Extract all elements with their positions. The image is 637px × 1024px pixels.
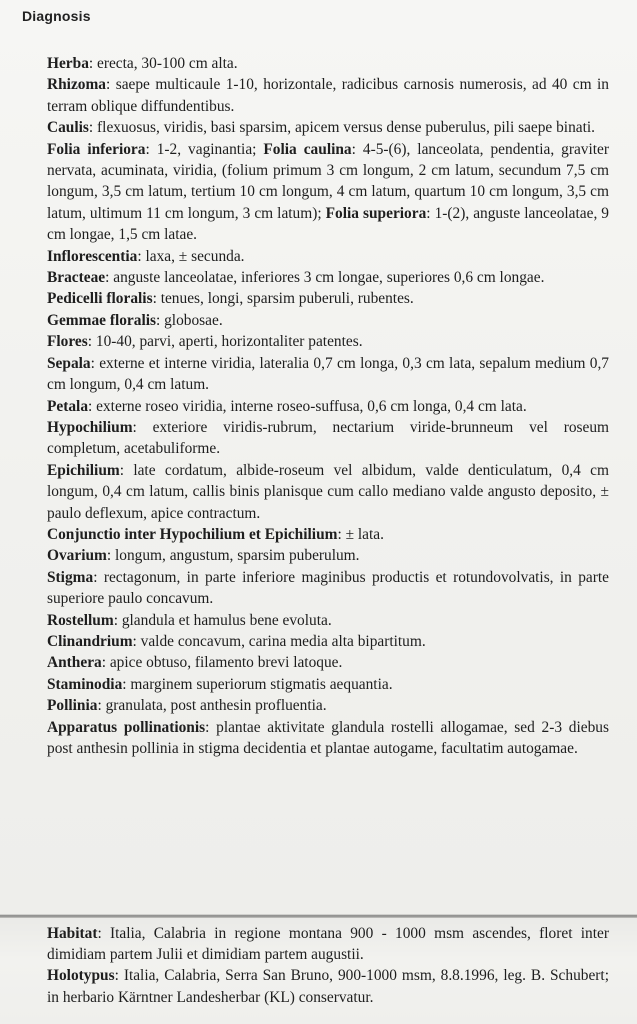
entry-rhizoma bbox=[47, 74, 609, 117]
entry-label: Ovarium bbox=[47, 547, 107, 565]
entry-holotypus bbox=[47, 965, 609, 1007]
entry-text: : flexuosus, viridis, basi sparsim, apicem versus dense puberulus, pili saepe binati. bbox=[88, 119, 596, 137]
entry-label: Flores bbox=[47, 333, 88, 351]
entry-herba bbox=[47, 53, 609, 74]
entry-text: : 1-2, vaginantia; bbox=[145, 140, 264, 158]
entry-flores bbox=[47, 331, 609, 352]
entry-text: : plantae aktivitate glandula rostelli allogamae, sed 2-3 diebus post anthesin pollinia in stigma decidentia et plantae autogame, facultatim autogamae. bbox=[47, 718, 609, 757]
entry-petala bbox=[47, 396, 609, 417]
entry-label: Folia inferiora bbox=[47, 140, 146, 158]
entry-label: Folia superiora bbox=[325, 204, 427, 222]
entry-text: : Italia, Calabria in regione montana 900 - 1000 msm ascendes, floret inter dimidiam partem Julii et dimidiam partem augustii. bbox=[47, 925, 609, 964]
entry-text: : anguste lanceolatae, inferiores 3 cm longae, superiores 0,6 cm longae. bbox=[105, 269, 545, 287]
paper-fold-divider bbox=[0, 914, 637, 918]
entry-label: Hypochilium bbox=[47, 418, 133, 436]
entry-text: : 1-(2), anguste lanceolatae, 9 cm longae, 1,5 cm latae. bbox=[47, 204, 609, 244]
entry-text: : erecta, 30-100 cm alta. bbox=[88, 55, 238, 72]
entry-label: Petala bbox=[47, 397, 89, 415]
entry-label: Gemmae floralis bbox=[47, 311, 156, 329]
entry-text: : tenues, longi, sparsim puberuli, rubentes. bbox=[152, 290, 414, 308]
entry-label: Rostellum bbox=[47, 611, 114, 629]
entry-text: : laxa, ± secunda. bbox=[137, 247, 245, 265]
entry-label: Bracteae bbox=[47, 269, 106, 287]
entry-text: : marginem superiorum stigmatis aequantia. bbox=[122, 675, 393, 693]
entry-staminodia bbox=[47, 674, 609, 695]
entry-label: Apparatus pollinationis bbox=[47, 718, 206, 736]
entry-label: Clinandrium bbox=[47, 632, 133, 650]
entry-text: : globosae. bbox=[155, 311, 223, 329]
entry-text: : 4-5-(6), lanceolata, pendentia, graviter nervata, acuminata, viridia, (folium primum 3 cm longum, 2 cm latum, secundum 7,5 cm longum, 3,5 cm latum, tertium 10 cm longum, 4 cm latum, quartum 10 cm longum, 3,5 cm latum, ultimum 11 cm longum, 3 cm latum); bbox=[47, 140, 609, 222]
entry-text: : longum, angustum, sparsim puberulum. bbox=[106, 547, 360, 565]
entry-text: : saepe multicaule 1-10, horizontale, radicibus carnosis numerosis, ad 40 cm in terram oblique diffundentibus. bbox=[47, 76, 609, 115]
entry-rostellum bbox=[47, 610, 609, 631]
entry-label: Sepala bbox=[47, 354, 91, 372]
entry-text: : apice obtuso, filamento brevi latoque. bbox=[101, 654, 343, 672]
entry-label: Rhizoma bbox=[47, 76, 106, 94]
entry-text: : granulata, post anthesin profluentia. bbox=[97, 697, 327, 715]
entry-habitat bbox=[47, 923, 609, 965]
entry-pollinia bbox=[47, 695, 609, 716]
entry-stigma bbox=[47, 567, 609, 610]
entry-label: Anthera bbox=[47, 654, 102, 672]
entry-label: Pollinia bbox=[47, 697, 98, 715]
entry-pedicelli-floralis bbox=[47, 288, 609, 309]
entry-text: : exteriore viridis-rubrum, nectarium viride-brunneum vel roseum completum, acetabuliforme. bbox=[47, 418, 609, 458]
entry-label: Conjunctio inter Hypochilium et Epichilium bbox=[47, 525, 338, 543]
entry-clinandrium bbox=[47, 631, 609, 652]
entry-caulis bbox=[47, 117, 609, 138]
entry-label: Inflorescentia bbox=[47, 247, 138, 265]
entry-gemmae-floralis bbox=[47, 310, 609, 331]
entry-epichilium bbox=[47, 460, 609, 524]
entry-apparatus-pollinationis bbox=[47, 717, 609, 760]
entry-text: : ± lata. bbox=[337, 525, 384, 543]
entry-bracteae bbox=[47, 267, 609, 288]
entry-text: : externe et interne viridia, lateralia 0,7 cm longa, 0,3 cm lata, sepalum medium 0,7 cm longum, 0,4 cm latum. bbox=[47, 354, 609, 394]
entry-text: : glandula et hamulus bene evoluta. bbox=[113, 611, 332, 629]
entry-label: Stigma bbox=[47, 568, 94, 586]
entry-folia bbox=[47, 139, 609, 246]
habitat-holotypus-section bbox=[47, 923, 609, 1008]
entry-label: Herba bbox=[47, 55, 89, 72]
entry-anthera bbox=[47, 652, 609, 673]
entry-text: : Italia, Calabria, Serra San Bruno, 900-1000 msm, 8.8.1996, leg. B. Schubert; in herbario Kärntner Landesherbar (KL) conservatur. bbox=[47, 967, 609, 1006]
entry-inflorescentia bbox=[47, 246, 609, 267]
entry-text: : valde concavum, carina media alta bipartitum. bbox=[132, 632, 426, 650]
entry-label: Epichilium bbox=[47, 461, 120, 479]
diagnosis-body bbox=[47, 53, 609, 759]
entry-text: : 10-40, parvi, aperti, horizontaliter patentes. bbox=[87, 333, 363, 351]
entry-conjunctio bbox=[47, 524, 609, 545]
entry-text: : externe roseo viridia, interne roseo-suffusa, 0,6 cm longa, 0,4 cm lata. bbox=[88, 397, 527, 415]
entry-text: : rectagonum, in parte inferiore maginibus productis et rotundovolvatis, in parte superiore paulo concavum. bbox=[47, 568, 609, 608]
entry-sepala bbox=[47, 353, 609, 396]
entry-label: Staminodia bbox=[47, 675, 123, 693]
entry-text: : late cordatum, albide-roseum vel albidum, valde denticulatum, 0,4 cm longum, 0,4 cm latum, callis binis planisque cum callo mediano valde angusto deposito, ± paulo deflexum, apice contractum. bbox=[47, 461, 609, 522]
entry-ovarium bbox=[47, 545, 609, 566]
entry-label: Caulis bbox=[47, 119, 89, 137]
entry-label: Folia caulina bbox=[263, 140, 352, 158]
entry-label: Pedicelli floralis bbox=[47, 290, 153, 308]
entry-label: Holotypus bbox=[47, 967, 115, 985]
entry-label: Habitat bbox=[47, 925, 98, 942]
section-heading: Diagnosis bbox=[22, 8, 91, 24]
entry-hypochilium bbox=[47, 417, 609, 460]
